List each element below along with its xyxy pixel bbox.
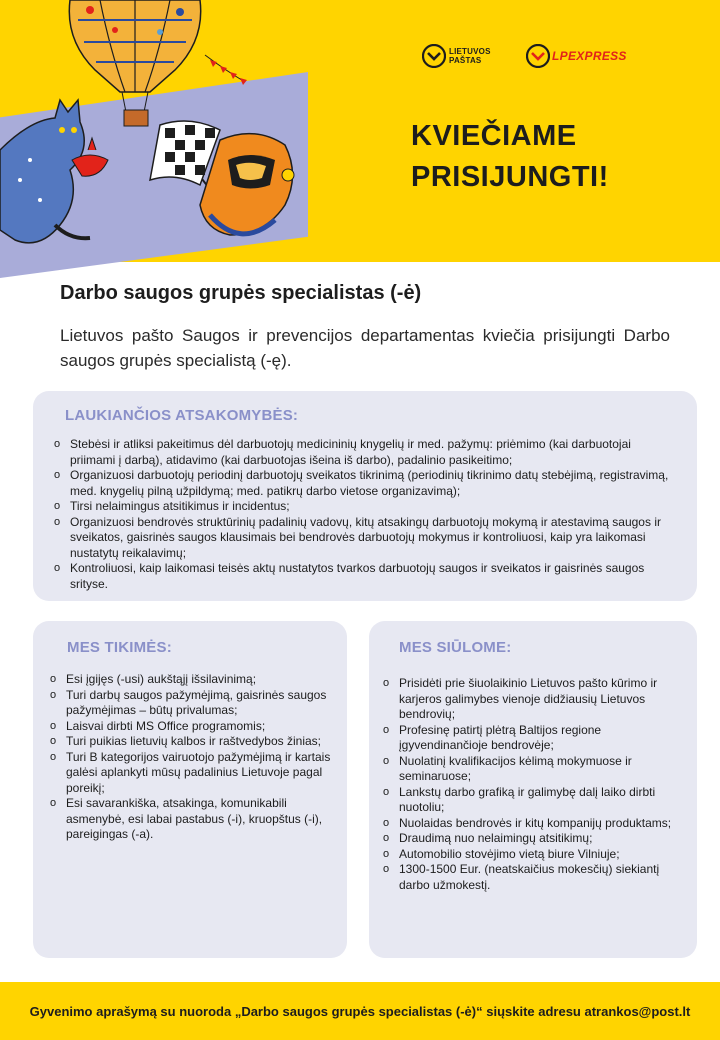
expectations-list	[50, 672, 332, 843]
list-item: o Draudimą nuo nelaimingų atsitikimų;	[383, 831, 683, 847]
hot-air-balloon-icon	[69, 0, 200, 126]
offers-list	[383, 676, 683, 893]
list-item: o 1300-1500 Eur. (neatskaičius mokesčių) siekiantį darbo užmokestį.	[383, 862, 683, 893]
list-item: o Turi darbų saugos pažymėjimą, gaisrinės saugos pažymėjimas – būtų privalumas;	[50, 688, 332, 719]
list-item: o Turi puikias lietuvių kalbos ir raštvedybos žinias;	[50, 734, 332, 750]
lp-express-horn-icon	[526, 44, 550, 68]
lietuvos-pastas-logo[interactable]	[422, 44, 491, 68]
hero-title	[411, 116, 691, 198]
list-item: o Organizuosi bendrovės struktūrinių padalinių vadovų, kitų atsakingų darbuotojų mokymą ir atestavimą saugos ir sveikatos, gaisrinės saugos klausimais bei bendrovės darbuotojų mokymus ir kontroliuosi, kaip yra laikomasi nustatytų reikalavimų;	[54, 515, 674, 562]
responsibilities-heading: LAUKIANČIOS ATSAKOMYBĖS:	[65, 407, 299, 424]
list-item: o Prisidėti prie šiuolaikinio Lietuvos pašto kūrimo ir karjeros galimybes vienoje didžiausių Lietuvos bendrovių;	[383, 676, 683, 723]
list-item: o Esi savarankiška, atsakinga, komunikabili asmenybė, esi labai pastabus (-i), kruopštus (-i), pareigingas (-a).	[50, 796, 332, 843]
offers-card	[369, 621, 697, 958]
expectations-heading: MES TIKIMĖS:	[67, 639, 172, 656]
list-item: o Tirsi nelaimingus atsitikimus ir incidentus;	[54, 499, 674, 515]
cat-icon	[0, 100, 90, 243]
list-item: o Organizuosi darbuotojų periodinį darbuotojų sveikatos tikrinimą (periodinių tikrinimo datų stebėjimą, registravimą, med. knygelių pilną užpildymą; med. patikrų darbo vietose organizavimą);	[54, 468, 674, 499]
expectations-card	[33, 621, 347, 958]
logo2-text	[552, 49, 627, 63]
list-item: o Stebėsi ir atliksi pakeitimus dėl darbuotojų medicininių knygelių ir med. pažymų: priėmimo (kai darbuotojai priimami į darbą), atidavimo (kai darbuotojas išeina iš darbo), padalinio pasikeitimo;	[54, 437, 674, 468]
list-item: o Laisvai dirbti MS Office programomis;	[50, 719, 332, 735]
job-title: Darbo saugos grupės specialistas (-ė)	[60, 282, 422, 304]
hero-banner	[0, 0, 720, 262]
list-item: o Lankstų darbo grafiką ir galimybę dalį laiko dirbti nuotoliu;	[383, 785, 683, 816]
post-horn-icon	[422, 44, 446, 68]
hero-illustration	[0, 0, 320, 262]
list-item: o Turi B kategorijos vairuotojo pažymėjimą ir kartais galėsi aplankyti mūsų padalinius Lietuvoje pagal poreikį;	[50, 750, 332, 797]
list-item: o Nuolaidas bendrovės ir kitų kompanijų produktams;	[383, 816, 683, 832]
footer-apply-text[interactable]: Gyvenimo aprašymą su nuoroda „Darbo saugos grupės specialistas (-ė)“ siųskite adresu atrankos@post.lt	[29, 1003, 691, 1019]
logo2-prefix: LP	[552, 49, 568, 63]
footer-banner	[0, 982, 720, 1040]
responsibilities-card	[33, 391, 697, 601]
logo1-line2: PAŠTAS	[449, 56, 482, 65]
list-item: o Kontroliuosi, kaip laikomasi teisės aktų nustatytos tvarkos darbuotojų saugos ir sveikatos ir gaisrinės saugos srityse.	[54, 561, 674, 592]
logo2-suffix: EXPRESS	[567, 49, 627, 63]
logo1-line1: LIETUVOS	[449, 47, 491, 56]
list-item: o Nuolatinį kvalifikacijos kėlimą mokymuose ir seminaruose;	[383, 754, 683, 785]
lp-express-logo[interactable]	[526, 44, 627, 68]
list-item: o Profesinę patirtį plėtrą Baltijos regione įgyvendinančioje bendrovėje;	[383, 723, 683, 754]
hero-title-line1: KVIEČIAME	[411, 120, 577, 152]
list-item: o Esi įgijęs (-usi) aukštąjį išsilavinimą;	[50, 672, 332, 688]
job-intro: Lietuvos pašto Saugos ir prevencijos departamentas kviečia prisijungti Darbo saugos grupės specialistą (-ę).	[60, 326, 670, 370]
hero-title-line2: PRISIJUNGTI!	[411, 161, 609, 193]
offers-heading: MES SIŪLOME:	[399, 639, 512, 656]
racer-helmet-icon	[200, 134, 294, 235]
brand-logos	[422, 44, 652, 74]
responsibilities-list	[54, 437, 674, 592]
list-item: o Automobilio stovėjimo vietą biure Vilniuje;	[383, 847, 683, 863]
